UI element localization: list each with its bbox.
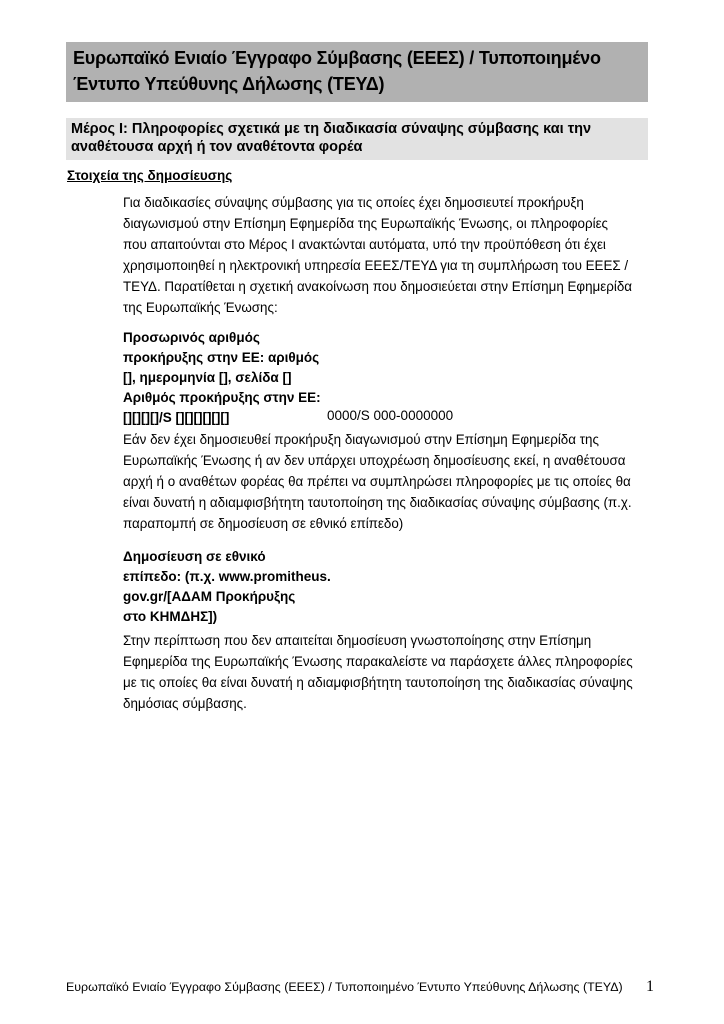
eu-notice-field-label	[123, 328, 321, 428]
national-publication-label-line: Δημοσίευση σε εθνικό	[123, 549, 266, 564]
national-publication-field-label	[123, 547, 331, 627]
eu-notice-label-line: Αριθμός προκήρυξης στην ΕΕ:	[123, 390, 321, 405]
page-footer	[66, 979, 654, 995]
part1-section-title: Μέρος Ι: Πληροφορίες σχετικά με τη διαδικασία σύναψης σύμβασης και την αναθέτουσα αρχή ή τον αναθέτοντα φορέα	[71, 121, 592, 155]
document-title-bar	[66, 42, 648, 102]
eu-notice-field-value: 0000/S 000-0000000	[327, 408, 454, 423]
no-notice-paragraph: Στην περίπτωση που δεν απαιτείται δημοσίευση γνωστοποίησης στην Επίσημη Εφημερίδα της Ευρωπαϊκής Ένωσης παρακαλείστε να παράσχετε άλλες πληροφορίες με τις οποίες θα είναι δυνατή η αδιαμφισβήτητη ταυτοποίηση της διαδικασίας σύναψης δημόσιας σύμβασης.	[123, 633, 633, 711]
part1-section-header	[66, 118, 648, 160]
eu-notice-label-line: Προσωρινός αριθμός	[123, 330, 260, 345]
publication-intro-paragraph: Για διαδικασίες σύναψης σύμβασης για τις οποίες έχει δημοσιευτεί προκήρυξη διαγωνισμού στην Επίσημη Εφημερίδα της Ευρωπαϊκής Ένωσης, οι πληροφορίες που απαιτούνται στο Μέρος Ι ανακτώνται αυτόματα, υπό την προϋπόθεση ότι έχει χρησιμοποιηθεί η ηλεκτρονική υπηρεσία ΕΕΕΣ/ΤΕΥΔ για τη συμπλήρωση του ΕΕΕΣ /ΤΕΥΔ. Παρατίθεται η σχετική ανακοίνωση που δημοσιεύεται στην Επίσημη Εφημερίδα της Ευρωπαϊκής Ένωσης:	[123, 195, 633, 315]
document-title: Ευρωπαϊκό Ενιαίο Έγγραφο Σύμβασης (ΕΕΕΣ) / Τυποποιημένο Έντυπο Υπεύθυνης Δήλωσης (ΤΕΥΔ)	[73, 48, 601, 94]
national-publication-label-line: επίπεδο: (π.χ. www.promitheus.	[123, 569, 331, 584]
publication-details-heading: Στοιχεία της δημοσίευσης	[67, 168, 233, 183]
eu-notice-label-line: προκήρυξης στην ΕΕ: αριθμός	[123, 350, 320, 365]
page-number: 1	[646, 978, 654, 995]
national-publication-label-line: στο ΚΗΜΔΗΣ])	[123, 609, 218, 624]
footer-document-title: Ευρωπαϊκό Ενιαίο Έγγραφο Σύμβασης (ΕΕΕΣ) / Τυποποιημένο Έντυπο Υπεύθυνης Δήλωσης (ΤΕΥΔ)	[66, 980, 623, 994]
eu-notice-number-mask: [][][][]/S [][][][][][]	[123, 410, 230, 425]
no-eu-publication-paragraph: Εάν δεν έχει δημοσιευθεί προκήρυξη διαγωνισμού στην Επίσημη Εφημερίδα της Ευρωπαϊκής Ένωσης ή αν δεν υπάρχει υποχρέωση δημοσίευσης εκεί, η αναθέτουσα αρχή ή ο αναθέτων φορέας θα πρέπει να συμπληρώσει πληροφορίες με τις οποίες θα είναι δυνατή η αδιαμφισβήτητη ταυτοποίηση της διαδικασίας σύναψης σύμβασης (π.χ. παραπομπή σε δημοσίευση σε εθνικό επίπεδο)	[123, 432, 632, 531]
eu-notice-label-line: [], ημερομηνία [], σελίδα []	[123, 370, 292, 385]
national-publication-label-line: gov.gr/[ΑΔΑΜ Προκήρυξης	[123, 589, 296, 604]
